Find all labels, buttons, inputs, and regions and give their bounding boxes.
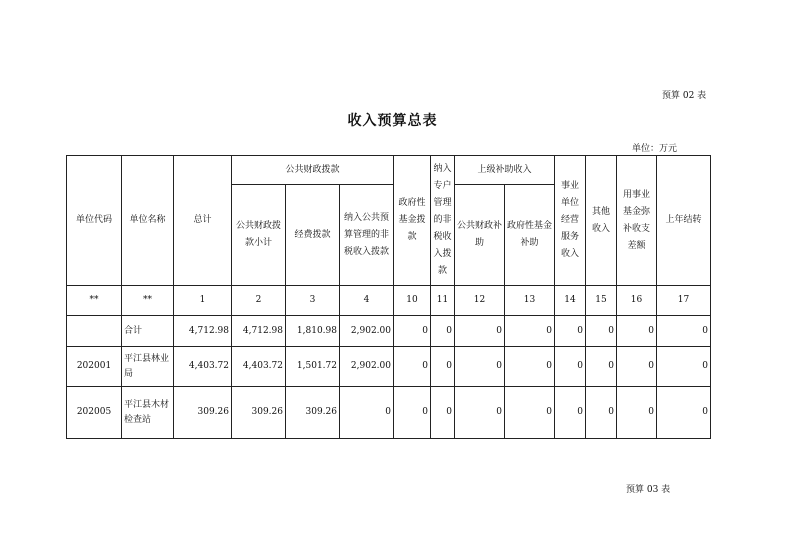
code-cell: 15 <box>586 286 617 316</box>
code-cell: 16 <box>617 286 657 316</box>
row-col-10: 0 <box>394 347 431 387</box>
code-cell: 13 <box>505 286 555 316</box>
row-col-16: 0 <box>617 347 657 387</box>
row-col-11: 0 <box>431 387 455 439</box>
row-nontax: 0 <box>340 387 394 439</box>
header-unit-name: 单位名称 <box>122 156 174 286</box>
code-cell: 10 <box>394 286 431 316</box>
header-superior-subsidy-group: 上级补助收入 <box>455 156 555 185</box>
code-cell: ** <box>67 286 122 316</box>
header-reserve-fund: 用事业基金弥补收支差额 <box>617 156 657 286</box>
code-cell: 17 <box>657 286 711 316</box>
row-col-16: 0 <box>617 316 657 347</box>
row-col-15: 0 <box>586 387 617 439</box>
row-total: 4,712.98 <box>174 316 232 347</box>
header-carryover: 上年结转 <box>657 156 711 286</box>
header-row-1 <box>67 156 711 185</box>
table-row <box>67 387 711 439</box>
row-nontax: 2,902.00 <box>340 347 394 387</box>
row-unit-name: 平江县木材检查站 <box>122 387 174 439</box>
page-title: 收入预算总表 <box>347 113 438 129</box>
income-budget-table <box>66 155 711 439</box>
header-unit-code: 单位代码 <box>67 156 122 286</box>
code-cell: 11 <box>431 286 455 316</box>
row-col-15: 0 <box>586 347 617 387</box>
row-total: 309.26 <box>174 387 232 439</box>
row-nontax: 2,902.00 <box>340 316 394 347</box>
header-non-tax-managed: 纳入公共预算管理的非税收入拨款 <box>340 185 394 286</box>
header-gov-fund: 政府性基金拨款 <box>394 156 431 286</box>
row-unit-name: 合计 <box>122 316 174 347</box>
row-col-10: 0 <box>394 316 431 347</box>
row-unit-code: 202001 <box>67 347 122 387</box>
row-subtotal: 4,712.98 <box>232 316 286 347</box>
header-total: 总计 <box>174 156 232 286</box>
header-operating-funds: 经费拨款 <box>286 185 340 286</box>
row-col-10: 0 <box>394 387 431 439</box>
row-operating: 1,810.98 <box>286 316 340 347</box>
row-col-17: 0 <box>657 387 711 439</box>
code-cell: 14 <box>555 286 586 316</box>
row-col-12: 0 <box>455 316 505 347</box>
code-cell: 1 <box>174 286 232 316</box>
row-col-11: 0 <box>431 347 455 387</box>
code-cell: 12 <box>455 286 505 316</box>
row-operating: 1,501.72 <box>286 347 340 387</box>
header-public-fiscal-subtotal: 公共财政拨款小计 <box>232 185 286 286</box>
row-col-13: 0 <box>505 347 555 387</box>
row-col-13: 0 <box>505 316 555 347</box>
row-col-17: 0 <box>657 347 711 387</box>
code-cell: 4 <box>340 286 394 316</box>
row-subtotal: 4,403.72 <box>232 347 286 387</box>
code-cell: 2 <box>232 286 286 316</box>
row-col-15: 0 <box>586 316 617 347</box>
row-col-14: 0 <box>555 347 586 387</box>
row-col-11: 0 <box>431 316 455 347</box>
form-number-bottom: 预算 03 表 <box>626 485 671 495</box>
row-operating: 309.26 <box>286 387 340 439</box>
row-unit-name: 平江县林业局 <box>122 347 174 387</box>
row-total: 4,403.72 <box>174 347 232 387</box>
code-row <box>67 286 711 316</box>
table-row <box>67 316 711 347</box>
row-col-13: 0 <box>505 387 555 439</box>
row-subtotal: 309.26 <box>232 387 286 439</box>
row-unit-code <box>67 316 122 347</box>
header-other-income: 其他收入 <box>586 156 617 286</box>
row-col-12: 0 <box>455 387 505 439</box>
form-number-top: 预算 02 表 <box>662 91 707 101</box>
row-col-14: 0 <box>555 387 586 439</box>
row-col-17: 0 <box>657 316 711 347</box>
header-service-income: 事业单位经营服务收入 <box>555 156 586 286</box>
unit-label: 单位：万元 <box>632 144 678 154</box>
row-col-16: 0 <box>617 387 657 439</box>
row-col-14: 0 <box>555 316 586 347</box>
code-cell: 3 <box>286 286 340 316</box>
row-col-12: 0 <box>455 347 505 387</box>
header-gov-fund-subsidy: 政府性基金补助 <box>505 185 555 286</box>
header-public-fiscal-subsidy: 公共财政补助 <box>455 185 505 286</box>
code-cell: ** <box>122 286 174 316</box>
header-public-fiscal-group: 公共财政拨款 <box>232 156 394 185</box>
table-row <box>67 347 711 387</box>
row-unit-code: 202005 <box>67 387 122 439</box>
header-special-non-tax: 纳入专户管理的非税收入拨款 <box>431 156 455 286</box>
